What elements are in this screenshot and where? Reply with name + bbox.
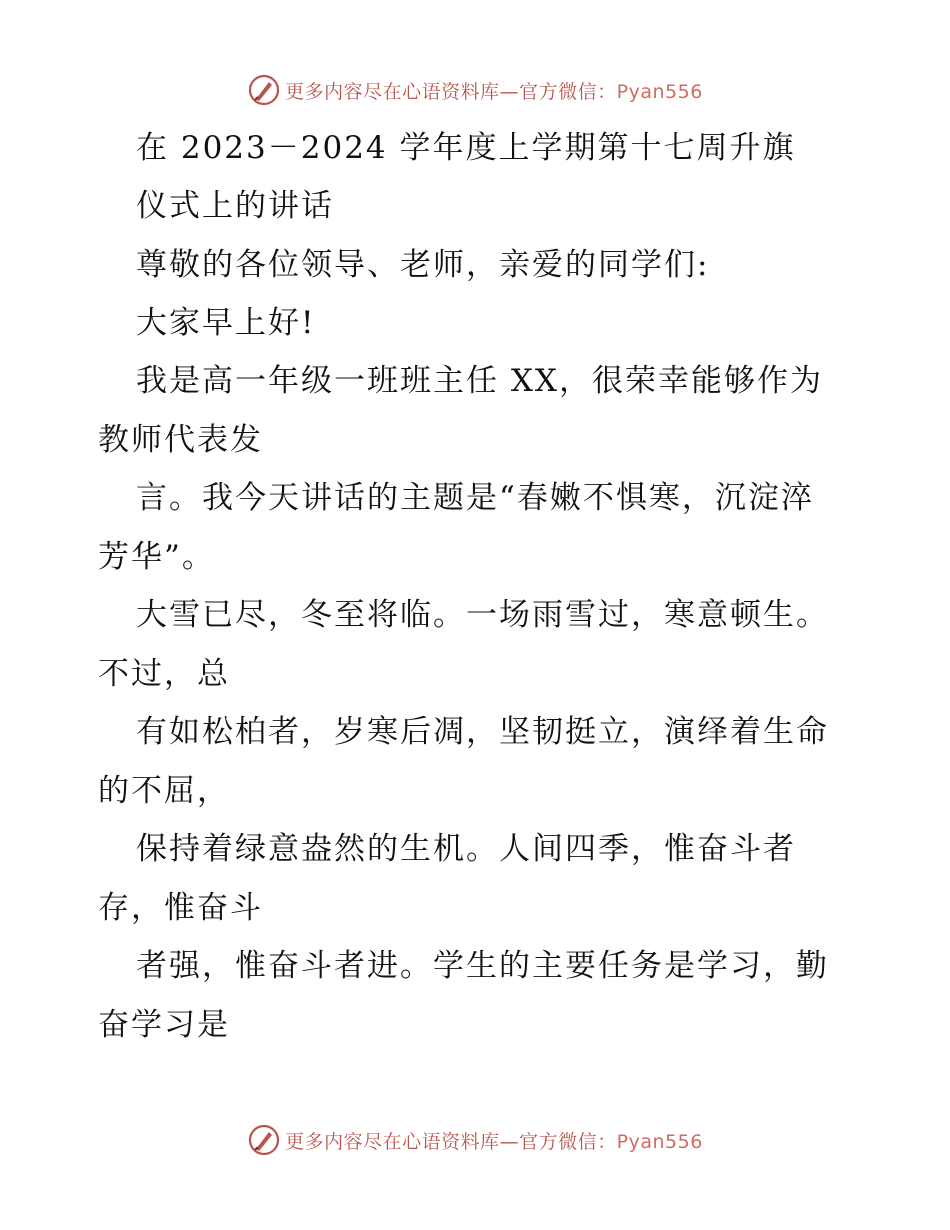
- watermark-text: 更多内容尽在心语资料库—官方微信：Pyan556: [285, 1130, 703, 1153]
- paragraph-5-line-1: 保持着绿意盎然的生机。人间四季，惟奋斗者: [136, 831, 796, 867]
- paragraph-3-line-1: 大雪已尽，冬至将临。一场雨雪过，寒意顿生。: [136, 597, 829, 633]
- paragraph-4-line-2: 的不屈，: [98, 773, 230, 809]
- paragraph-1-line-2: 教师代表发: [98, 422, 263, 458]
- title-line-1: 在 2023－2024 学年度上学期第十七周升旗: [136, 130, 796, 166]
- quill-pen-icon: [247, 73, 281, 107]
- paragraph-4-line-1: 有如松柏者，岁寒后凋，坚韧挺立，演绎着生命: [136, 714, 829, 750]
- paragraph-2-line-2: 芳华”。: [98, 539, 215, 575]
- footer-watermark: [0, 1120, 950, 1160]
- title-line-2: 仪式上的讲话: [136, 188, 334, 224]
- paragraph-6-line-1: 者强，惟奋斗者进。学生的主要任务是学习，勤: [136, 948, 829, 984]
- greeting: 大家早上好!: [136, 305, 316, 341]
- paragraph-6-line-2: 奋学习是: [98, 1007, 230, 1043]
- paragraph-3-line-2: 不过，总: [98, 656, 230, 692]
- watermark-handle: Pyan556: [616, 80, 703, 103]
- quill-pen-icon: [247, 1123, 281, 1157]
- salutation: 尊敬的各位领导、老师，亲爱的同学们:: [136, 247, 710, 283]
- header-watermark: [0, 70, 950, 110]
- paragraph-5-line-2: 存，惟奋斗: [98, 890, 263, 926]
- paragraph-2-line-1: 言。我今天讲话的主题是“春嫩不惧寒，沉淀淬: [136, 480, 814, 516]
- paragraph-1-line-1: 我是高一年级一班班主任 XX，很荣幸能够作为: [136, 363, 823, 399]
- watermark-text: 更多内容尽在心语资料库—官方微信：Pyan556: [285, 80, 703, 103]
- watermark-handle: Pyan556: [616, 1130, 703, 1153]
